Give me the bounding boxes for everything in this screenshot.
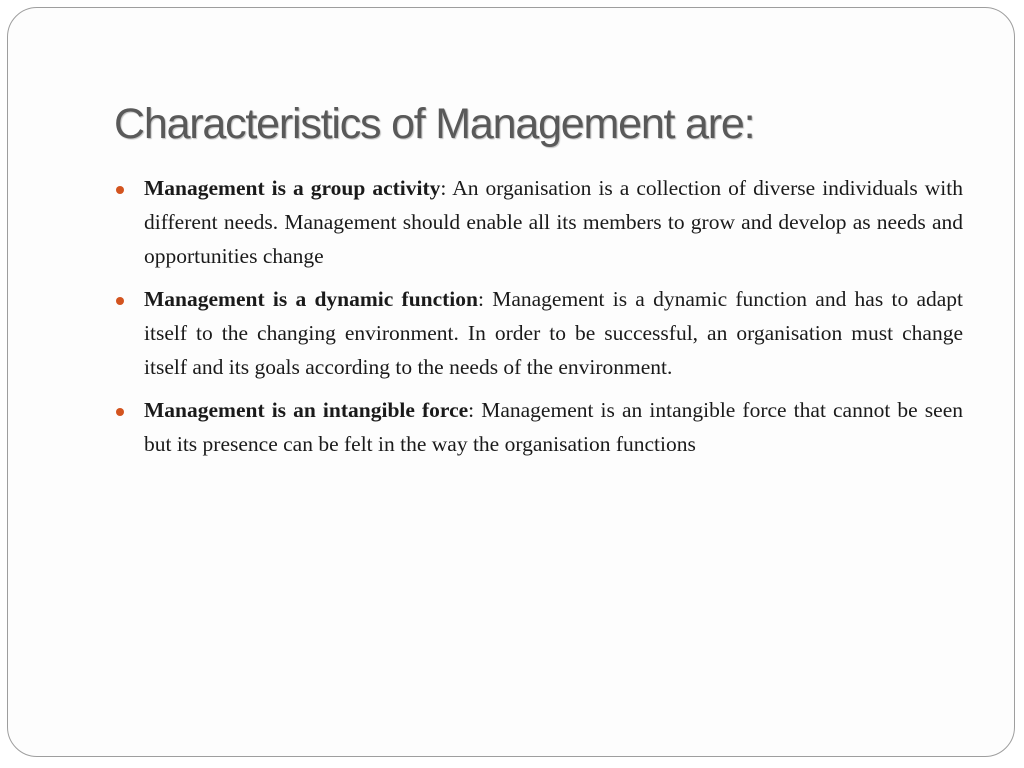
slide-title: Characteristics of Management are: — [114, 100, 755, 148]
bullet-item-dynamic-function — [8, 282, 1014, 384]
bullet-description: Management is an intangible force that cannot be seen but its presence can be felt in the way the organisation functions — [144, 398, 963, 456]
bullet-item-group-activity — [8, 171, 1014, 273]
bullet-separator: : — [478, 287, 493, 311]
bullet-separator: : — [440, 176, 453, 200]
bullet-dot-icon — [116, 408, 124, 416]
bullet-dot-icon — [116, 186, 124, 194]
bullet-separator: : — [468, 398, 482, 422]
bullet-term: Management is a dynamic function — [144, 287, 478, 311]
bullet-item-intangible-force — [8, 393, 1014, 461]
bullet-term: Management is a group activity — [144, 176, 441, 200]
bullet-list — [8, 171, 1014, 470]
bullet-dot-icon — [116, 297, 124, 305]
bullet-description: Management is a dynamic function and has to adapt itself to the changing environment. In order to be successful, an organisation must change itself and its goals according to the needs of the environment. — [144, 287, 963, 379]
bullet-term: Management is an intangible force — [144, 398, 469, 422]
bullet-description: An organisation is a collection of diverse individuals with different needs. Management should enable all its members to grow and develop as needs and opportunities change — [144, 176, 963, 268]
slide — [7, 7, 1015, 757]
